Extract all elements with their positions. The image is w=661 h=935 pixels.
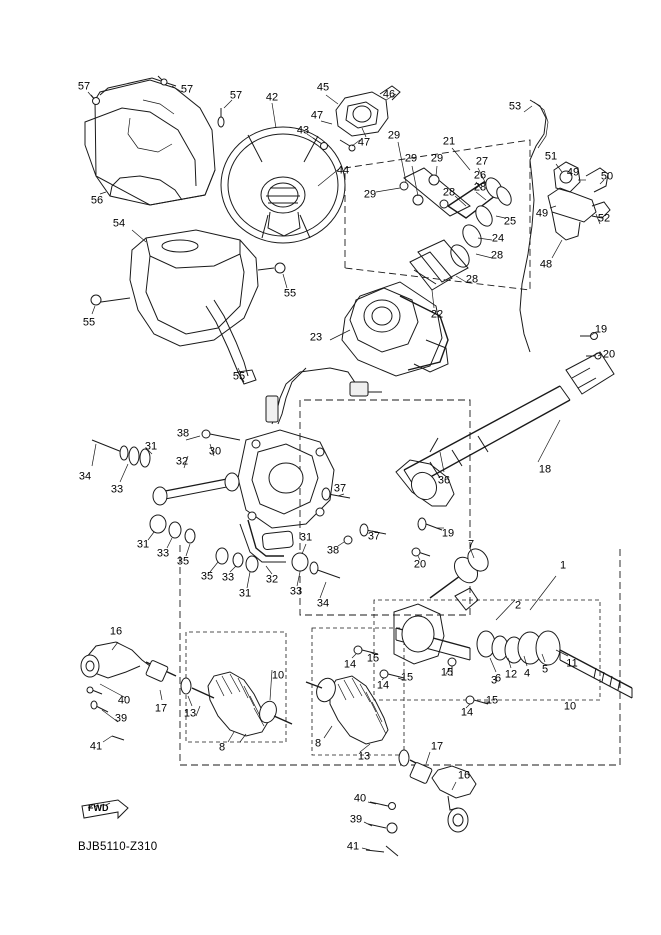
callout-number: 34 [78, 470, 92, 483]
callout-number: 40 [117, 694, 131, 707]
callout-number: 8 [314, 737, 322, 750]
callout-number: 47 [357, 136, 371, 149]
callout-number: 52 [597, 212, 611, 225]
callout-number: 28 [442, 186, 456, 199]
callout-number: 49 [535, 207, 549, 220]
callout-number: 57 [180, 83, 194, 96]
callout-number: 38 [176, 427, 190, 440]
callout-number: 20 [602, 348, 616, 361]
callout-number: 22 [430, 308, 444, 321]
fwd-direction-label: FWD [88, 803, 109, 813]
callout-number: 29 [363, 188, 377, 201]
callout-number: 37 [333, 482, 347, 495]
callout-number: 28 [490, 249, 504, 262]
callout-number: 14 [460, 706, 474, 719]
callout-number: 17 [154, 702, 168, 715]
callout-number: 45 [316, 81, 330, 94]
callout-number: 29 [387, 129, 401, 142]
callout-number: 21 [442, 135, 456, 148]
callout-number: 14 [376, 679, 390, 692]
callout-number: 16 [109, 625, 123, 638]
callout-number: 43 [296, 124, 310, 137]
callout-number: 26 [473, 169, 487, 182]
callout-number: 41 [346, 840, 360, 853]
callout-number: 27 [475, 155, 489, 168]
callout-number: 6 [494, 672, 502, 685]
callout-number: 28 [465, 273, 479, 286]
callout-number: 5 [541, 663, 549, 676]
callout-number: 38 [326, 544, 340, 557]
callout-number: 15 [440, 666, 454, 679]
callout-number: 33 [110, 483, 124, 496]
callout-number: 33 [289, 585, 303, 598]
callout-number: 25 [503, 215, 517, 228]
callout-number: 57 [229, 89, 243, 102]
callout-number: 41 [89, 740, 103, 753]
callout-number: 29 [404, 152, 418, 165]
callout-number: 55 [283, 287, 297, 300]
callout-number: 42 [265, 91, 279, 104]
callout-number: 13 [357, 750, 371, 763]
callout-number: 10 [563, 700, 577, 713]
callout-number: 24 [491, 232, 505, 245]
callout-number: 55 [82, 316, 96, 329]
callout-number: 15 [485, 694, 499, 707]
callout-number: 54 [112, 217, 126, 230]
callout-number: 36 [437, 474, 451, 487]
callout-number: 30 [208, 445, 222, 458]
callout-number: 33 [221, 571, 235, 584]
callout-number: 23 [309, 331, 323, 344]
callout-number: 32 [265, 573, 279, 586]
callout-number: 39 [349, 813, 363, 826]
callout-number: 57 [77, 80, 91, 93]
callout-number: 8 [218, 741, 226, 754]
callout-number: 56 [90, 194, 104, 207]
callout-number: 47 [310, 109, 324, 122]
callout-number: 29 [430, 152, 444, 165]
callout-number: 7 [467, 538, 475, 551]
callout-number: 19 [441, 527, 455, 540]
callout-number: 33 [156, 547, 170, 560]
callout-number: 37 [367, 530, 381, 543]
callout-number: 40 [353, 792, 367, 805]
callout-number: 18 [538, 463, 552, 476]
callout-number: 1 [559, 559, 567, 572]
callout-number: 4 [523, 667, 531, 680]
callout-number: 39 [114, 712, 128, 725]
callout-number: 2 [514, 599, 522, 612]
callout-number: 13 [183, 707, 197, 720]
callout-number: 31 [238, 587, 252, 600]
callout-number: 15 [366, 652, 380, 665]
callout-number: 31 [144, 440, 158, 453]
callout-number: 11 [566, 657, 578, 670]
callout-number: 15 [400, 671, 414, 684]
callout-number: 28 [473, 181, 487, 194]
callout-number: 19 [594, 323, 608, 336]
callout-number: 34 [316, 597, 330, 610]
callout-number: 55 [232, 370, 246, 383]
callout-number: 10 [271, 669, 285, 682]
callout-number: 48 [539, 258, 553, 271]
callout-number: 51 [544, 150, 558, 163]
callout-number: 49 [566, 166, 580, 179]
callout-number: 31 [136, 538, 150, 551]
callout-number: 53 [508, 100, 522, 113]
callout-number: 14 [343, 658, 357, 671]
callout-number: 32 [175, 455, 189, 468]
callout-number: 31 [299, 531, 313, 544]
callout-number: 3 [490, 674, 498, 687]
callout-number: 46 [382, 88, 396, 101]
callout-number: 44 [336, 164, 350, 177]
callout-number: 16 [457, 769, 471, 782]
callout-number: 17 [430, 740, 444, 753]
callout-number: 20 [413, 558, 427, 571]
callout-number: 12 [504, 668, 518, 681]
callout-number: 35 [200, 570, 214, 583]
callout-number: 35 [176, 555, 190, 568]
diagram-part-code: BJB5110-Z310 [78, 841, 158, 853]
callout-number: 50 [600, 170, 614, 183]
